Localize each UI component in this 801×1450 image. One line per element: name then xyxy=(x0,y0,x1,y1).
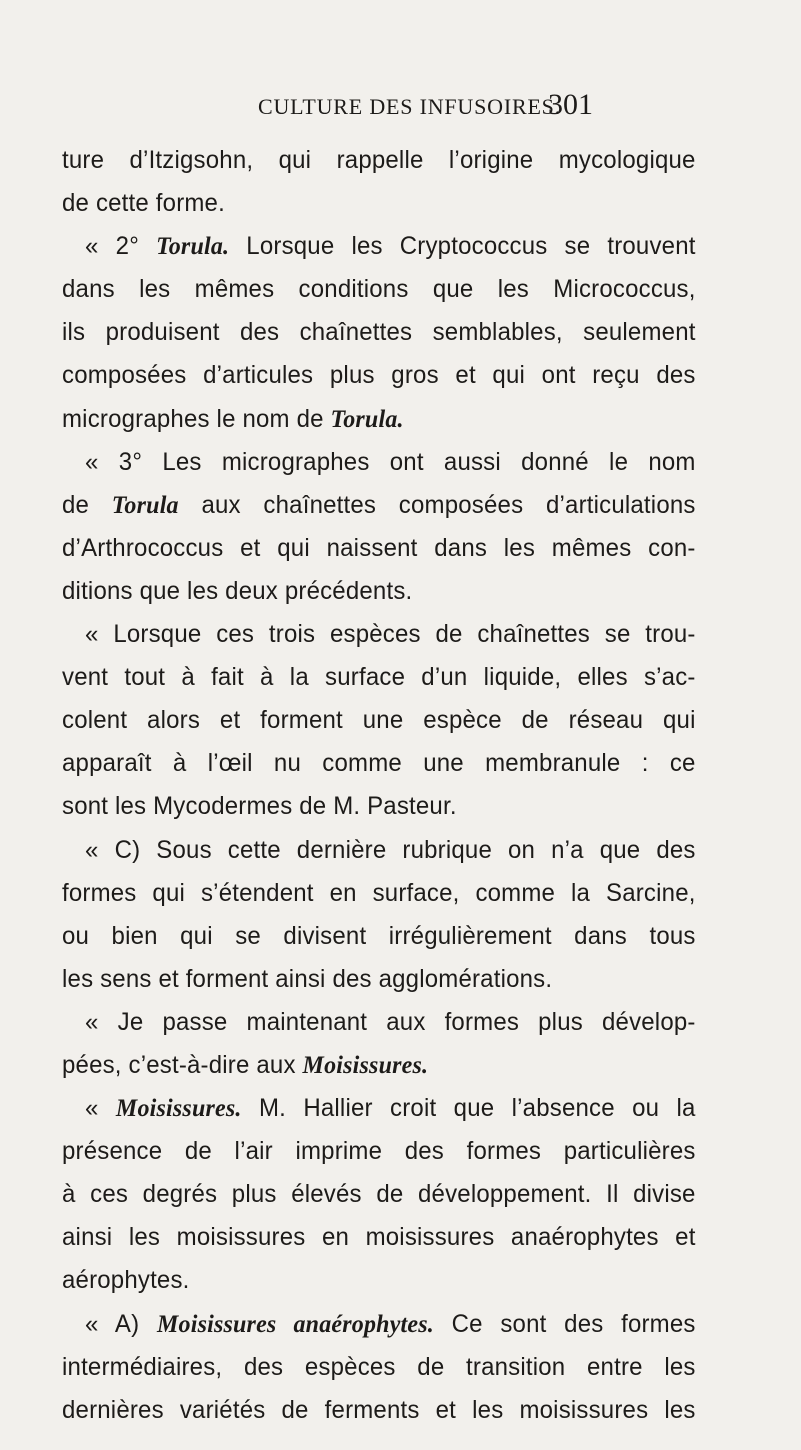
text-line: composées d’articules plus gros et qui ont reçu des xyxy=(62,361,696,390)
page-number: 301 xyxy=(548,88,593,121)
text-line: intermédiaires, des espèces de transition entre les xyxy=(62,1352,696,1381)
body-text xyxy=(62,139,696,1432)
italic-term: Moisissures anaérophytes. xyxy=(156,1310,434,1338)
text-line: de Torula aux chaînettes composées d’articulations xyxy=(62,490,696,519)
italic-term: Torula. xyxy=(330,405,404,433)
running-head xyxy=(258,88,718,128)
text-line: dans les mêmes conditions que les Micrococcus, xyxy=(62,275,696,304)
italic-term: Torula. xyxy=(156,233,230,261)
text-line: colent alors et forment une espèce de réseau qui xyxy=(62,706,696,735)
text-line: les sens et forment ainsi des agglomérations. xyxy=(62,964,553,993)
text-line: « A) Moisissures anaérophytes. Ce sont des formes xyxy=(85,1309,696,1338)
text-line: « Lorsque ces trois espèces de chaînettes se trou- xyxy=(85,620,696,649)
text-line: pées, c’est-à-dire aux Moisissures. xyxy=(62,1050,429,1079)
text-line: ditions que les deux précédents. xyxy=(62,576,413,605)
text-line: « 2° Torula. Lorsque les Cryptococcus se trouvent xyxy=(85,232,696,261)
text-line: dernières variétés de ferments et les moisissures les xyxy=(62,1395,696,1424)
text-line: formes qui s’étendent en surface, comme la Sarcine, xyxy=(62,878,696,907)
text-line: « C) Sous cette dernière rubrique on n’a que des xyxy=(85,835,696,864)
text-line: « Moisissures. M. Hallier croit que l’absence ou la xyxy=(85,1094,696,1123)
text-line: ainsi les moisissures en moisissures anaérophytes et xyxy=(62,1223,696,1252)
text-line: ou bien qui se divisent irrégulièrement dans tous xyxy=(62,921,696,950)
italic-term: Torula xyxy=(111,491,179,519)
text-line: apparaît à l’œil nu comme une membranule : ce xyxy=(62,749,696,778)
text-line: ture d’Itzigsohn, qui rappelle l’origine mycologique xyxy=(62,146,696,174)
text-line: aérophytes. xyxy=(62,1266,190,1295)
text-line: vent tout à fait à la surface d’un liquide, elles s’ac- xyxy=(62,663,696,692)
text-line: d’Arthrococcus et qui naissent dans les mêmes con- xyxy=(62,533,696,562)
text-line: de cette forme. xyxy=(62,189,225,218)
text-line: micrographes le nom de Torula. xyxy=(62,404,404,433)
text-line: « Je passe maintenant aux formes plus dévelop- xyxy=(85,1007,696,1036)
running-head-title: CULTURE DES INFUSOIRES. xyxy=(258,94,562,119)
text-line: présence de l’air imprime des formes particulières xyxy=(62,1137,696,1166)
text-line: « 3° Les micrographes ont aussi donné le nom xyxy=(85,447,696,476)
text-line: à ces degrés plus élevés de développement. Il divise xyxy=(62,1180,696,1209)
italic-term: Moisissures. xyxy=(302,1051,429,1079)
text-line: ils produisent des chaînettes semblables, seulement xyxy=(62,318,696,347)
text-line: sont les Mycodermes de M. Pasteur. xyxy=(62,792,457,821)
italic-term: Moisissures. xyxy=(115,1095,242,1123)
